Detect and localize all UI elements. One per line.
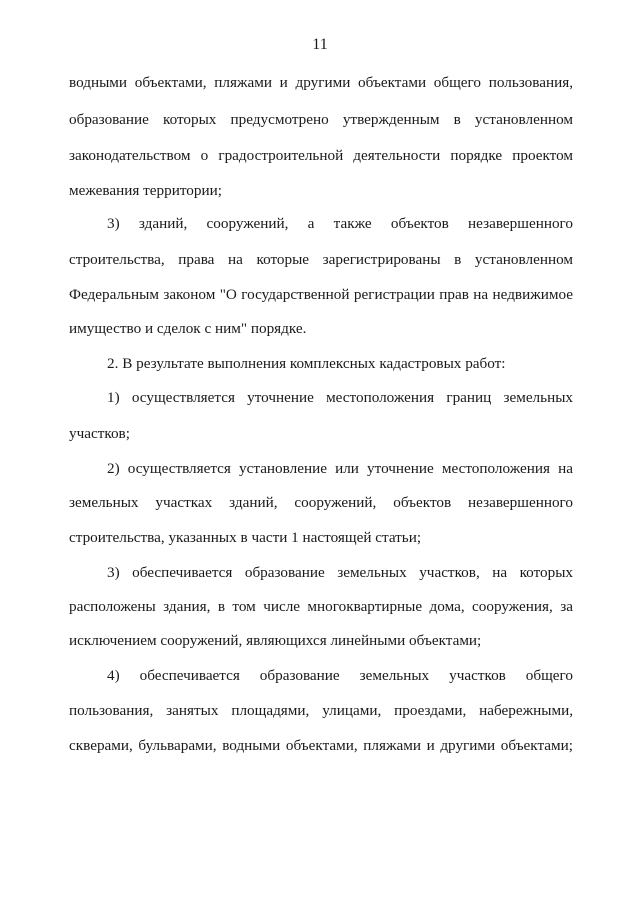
text-line: водными объектами, пляжами и другими объектами общего пользования, (69, 74, 573, 91)
text-line: Федеральным законом "О государственной регистрации прав на недвижимое (69, 286, 573, 303)
text-line: имущество и сделок с ним" порядке. (69, 320, 307, 337)
text-line: 2) осуществляется установление или уточнение местоположения на (107, 460, 573, 477)
page-number: 11 (312, 36, 328, 53)
text-line: 2. В результате выполнения комплексных кадастровых работ: (107, 355, 506, 372)
text-line: 3) зданий, сооружений, а также объектов незавершенного (107, 215, 573, 232)
text-line: пользования, занятых площадями, улицами, проездами, набережными, (69, 702, 573, 719)
text-line: законодательством о градостроительной деятельности порядке проектом (69, 147, 573, 164)
text-line: образование которых предусмотрено утвержденным в установленном (69, 111, 573, 128)
text-line: расположены здания, в том числе многоквартирные дома, сооружения, за (69, 598, 573, 615)
text-line: исключением сооружений, являющихся линейными объектами; (69, 632, 482, 649)
text-line: межевания территории; (69, 182, 222, 199)
text-line: 3) обеспечивается образование земельных участков, на которых (107, 564, 573, 581)
text-line: скверами, бульварами, водными объектами, пляжами и другими объектами; (69, 737, 573, 754)
text-line: 4) обеспечивается образование земельных участков общего (107, 667, 573, 684)
text-line: строительства, указанных в части 1 настоящей статьи; (69, 529, 422, 546)
text-line: участков; (69, 425, 130, 442)
text-line: 1) осуществляется уточнение местоположения границ земельных (107, 389, 573, 406)
text-line: земельных участках зданий, сооружений, объектов незавершенного (69, 494, 573, 511)
text-line: строительства, права на которые зарегистрированы в установленном (69, 251, 573, 268)
